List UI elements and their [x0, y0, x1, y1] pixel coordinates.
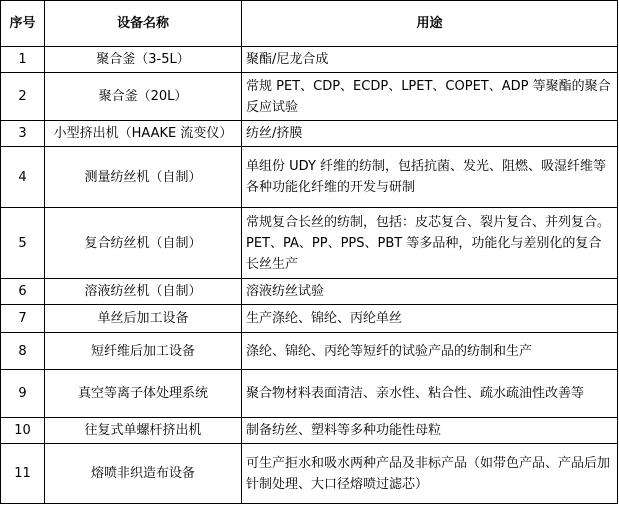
- table-row: [1, 208, 618, 279]
- row-name: 聚合釜（3-5L）: [45, 47, 242, 73]
- table-row: [1, 279, 618, 305]
- row-no: 10: [1, 418, 45, 444]
- row-use: 单组份 UDY 纤维的纺制，包括抗菌、发光、阻燃、吸湿纤维等各种功能化纤维的开发与研制: [242, 147, 618, 208]
- header-row: [1, 1, 618, 47]
- row-no: 5: [1, 208, 45, 279]
- row-no: 8: [1, 333, 45, 370]
- row-no: 7: [1, 305, 45, 333]
- table-row: [1, 418, 618, 444]
- table-row: [1, 305, 618, 333]
- table-row: [1, 333, 618, 370]
- row-no: 4: [1, 147, 45, 208]
- row-name: 单丝后加工设备: [45, 305, 242, 333]
- header-name: 设备名称: [45, 1, 242, 47]
- row-name: 往复式单螺杆挤出机: [45, 418, 242, 444]
- row-no: 9: [1, 370, 45, 418]
- row-use: 可生产拒水和吸水两种产品及非标产品（如带色产品、产品后加针制处理、大口径熔喷过滤芯）: [242, 444, 618, 504]
- row-name: 小型挤出机（HAAKE 流变仪）: [45, 121, 242, 147]
- row-use: 生产涤纶、锦纶、丙纶单丝: [242, 305, 618, 333]
- row-use: 常规 PET、CDP、ECDP、LPET、COPET、ADP 等聚酯的聚合反应试验: [242, 73, 618, 121]
- row-name: 复合纺丝机（自制）: [45, 208, 242, 279]
- row-no: 2: [1, 73, 45, 121]
- row-name: 测量纺丝机（自制）: [45, 147, 242, 208]
- header-no: 序号: [1, 1, 45, 47]
- row-use: 制备纺丝、塑料等多种功能性母粒: [242, 418, 618, 444]
- row-no: 11: [1, 444, 45, 504]
- row-use: 溶液纺丝试验: [242, 279, 618, 305]
- row-use: 涤纶、锦纶、丙纶等短纤的试验产品的纺制和生产: [242, 333, 618, 370]
- table-row: [1, 47, 618, 73]
- row-no: 1: [1, 47, 45, 73]
- table-row: [1, 444, 618, 504]
- row-use: 常规复合长丝的纺制，包括：皮芯复合、裂片复合、并列复合。PET、PA、PP、PPS、PBT 等多品种，功能化与差别化的复合长丝生产: [242, 208, 618, 279]
- row-use: 聚酯/尼龙合成: [242, 47, 618, 73]
- row-name: 短纤维后加工设备: [45, 333, 242, 370]
- row-no: 6: [1, 279, 45, 305]
- row-name: 熔喷非织造布设备: [45, 444, 242, 504]
- row-name: 真空等离子体处理系统: [45, 370, 242, 418]
- header-use: 用途: [242, 1, 618, 47]
- row-name: 聚合釜（20L）: [45, 73, 242, 121]
- row-no: 3: [1, 121, 45, 147]
- row-use: 纺丝/挤膜: [242, 121, 618, 147]
- row-use: 聚合物材料表面清洁、亲水性、粘合性、疏水疏油性改善等: [242, 370, 618, 418]
- table-row: [1, 370, 618, 418]
- table-row: [1, 73, 618, 121]
- table-row: [1, 121, 618, 147]
- row-name: 溶液纺丝机（自制）: [45, 279, 242, 305]
- table-row: [1, 147, 618, 208]
